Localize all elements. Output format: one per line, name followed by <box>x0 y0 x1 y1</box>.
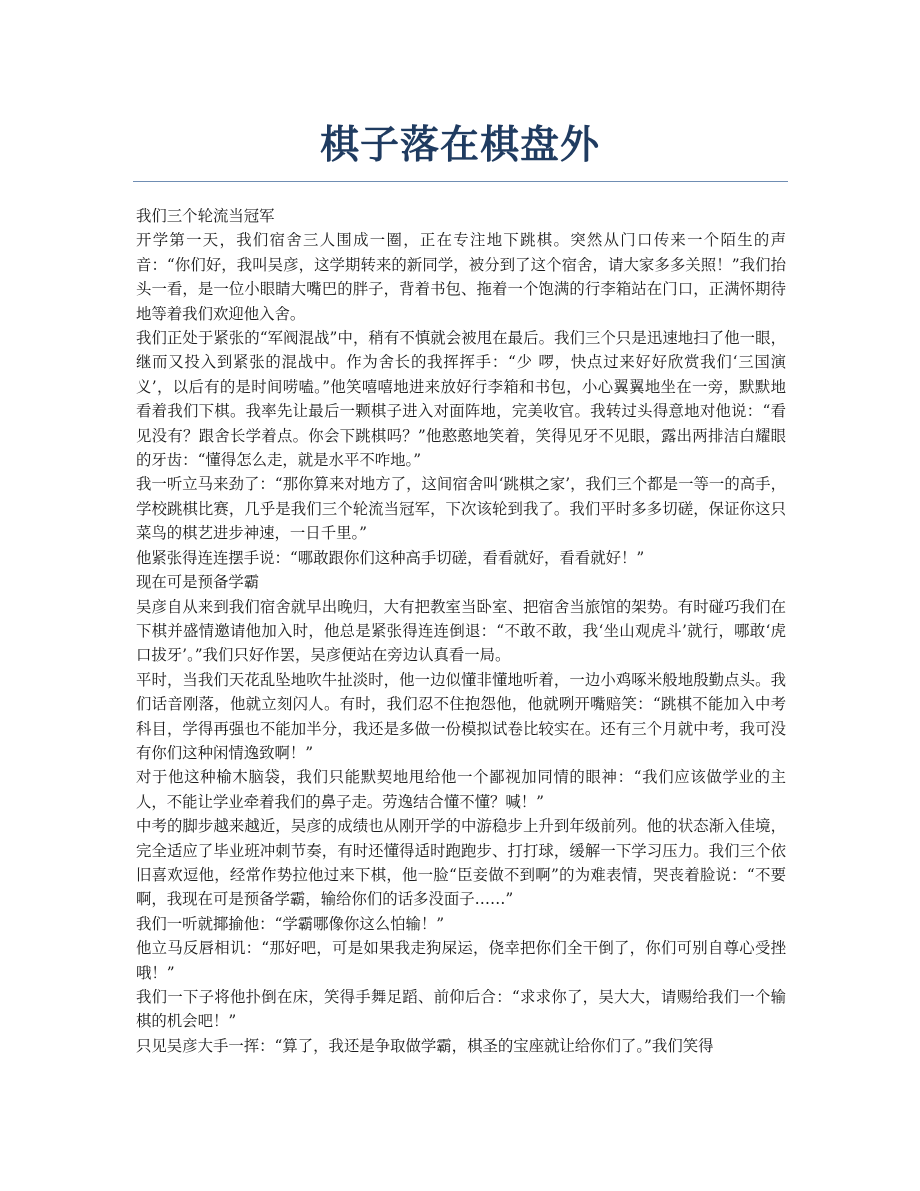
paragraph: 吴彦自从来到我们宿舍就早出晚归，大有把教室当卧室、把宿舍当旅馆的架势。有时碰巧我们在下棋并盛情邀请他加入时，他总是紧张得连连倒退：“不敢不敢，我‘坐山观虎斗’就行，哪敢‘虎口拔牙’。”我们只好作罢，吴彦便站在旁边认真看一局。 <box>136 597 786 665</box>
paragraph: 我们一下子将他扑倒在床，笑得手舞足蹈、前仰后合：“求求你了，吴大大，请赐给我们一个输棋的机会吧！” <box>136 988 786 1031</box>
paragraph: 我一听立马来劲了：“那你算来对地方了，这间宿舍叫‘跳棋之家’，我们三个都是一等一的高手，学校跳棋比赛，几乎是我们三个轮流当冠军，下次该轮到我了。我们平时多多切磋，保证你这只菜鸟的棋艺进步神速，一日千里。” <box>136 475 786 543</box>
paragraph: 中考的脚步越来越近，吴彦的成绩也从刚开学的中游稳步上升到年级前列。他的状态渐入佳境，完全适应了毕业班冲刺节奏，有时还懂得适时跑跑步、打打球，缓解一下学习压力。我们三个依旧喜欢逗他，经常作势拉他过来下棋，他一脸“臣妾做不到啊”的为难表情，哭丧着脸说：“不要啊，我现在可是预备学霸，输给你们的话多没面子……” <box>136 817 786 909</box>
paragraph: 对于他这种榆木脑袋，我们只能默契地甩给他一个鄙视加同情的眼神：“我们应该做学业的主人，不能让学业牵着我们的鼻子走。劳逸结合懂不懂？喊！” <box>136 768 786 811</box>
paragraph: 只见吴彦大手一挥：“算了，我还是争取做学霸，棋圣的宝座就让给你们了。”我们笑得 <box>136 1036 714 1055</box>
paragraph: 平时，当我们天花乱坠地吹牛扯淡时，他一边似懂非懂地听着，一边小鸡啄米般地殷勤点头。我们话音刚落，他就立刻闪人。有时，我们忍不住抱怨他，他就咧开嘴赔笑：“跳棋不能加入中考科目，学得再强也不能加半分，我还是多做一份模拟试卷比较实在。还有三个月就中考，我可没有你们这种闲情逸致啊！” <box>136 670 786 762</box>
paragraph: 他紧张得连连摆手说：“哪敢跟你们这种高手切磋，看看就好，看看就好！” <box>136 548 645 567</box>
paragraph: 他立马反唇相讥：“那好吧，可是如果我走狗屎运，侥幸把你们全干倒了，你们可别自尊心受挫哦！” <box>136 939 786 982</box>
document-title: 棋子落在棋盘外 <box>319 123 600 168</box>
paragraph: 我们一听就揶揄他：“学霸哪像你这么怕输！” <box>136 914 445 933</box>
title-divider <box>133 181 788 182</box>
section-heading: 现在可是预备学霸 <box>136 573 260 592</box>
paragraph: 开学第一天，我们宿舍三人围成一圈，正在专注地下跳棋。突然从门口传来一个陌生的声音：“你们好，我叫吴彦，这学期转来的新同学，被分到了这个宿舍，请大家多多关照！”我们抬头一看，是一位小眼睛大嘴巴的胖子，背着书包、拖着一个饱满的行李箱站在门口，正满怀期待地等着我们欢迎他入舍。 <box>136 231 786 323</box>
document-body <box>136 204 786 1058</box>
section-heading: 我们三个轮流当冠军 <box>136 207 275 225</box>
paragraph: 我们正处于紧张的“军阀混战”中，稍有不慎就会被甩在最后。我们三个只是迅速地扫了他一眼，继而又投入到紧张的混战中。作为舍长的我挥挥手：“少 啰，快点过来好好欣赏我们‘三国演义’，以后有的是时间唠嗑。”他笑嘻嘻地进来放好行李箱和书包，小心翼翼地坐在一旁，默默地看着我们下棋。我率先让最后一颗棋子进入对面阵地，完美收官。我转过头得意地对他说：“看见没有？跟舍长学着点。你会下跳棋吗？”他憨憨地笑着，笑得见牙不见眼，露出两排洁白耀眼的牙齿：“懂得怎么走，就是水平不咋地。” <box>136 329 786 470</box>
